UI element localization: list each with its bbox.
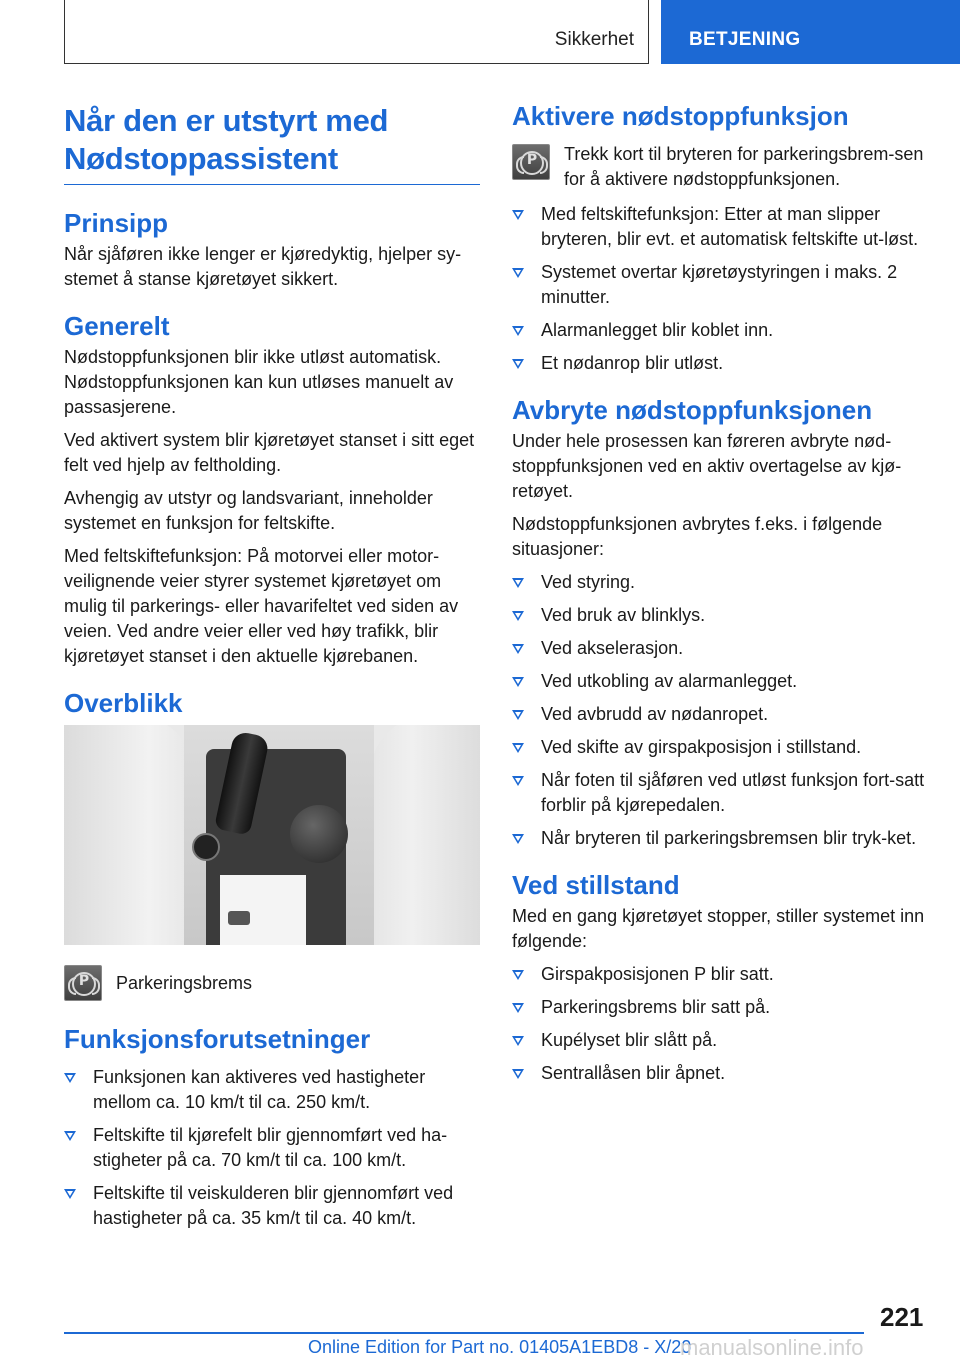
page-title-line1: Når den er utstyrt med bbox=[64, 103, 389, 138]
triangle-bullet-icon bbox=[512, 359, 524, 369]
triangle-bullet-icon bbox=[512, 611, 524, 621]
triangle-bullet-icon bbox=[512, 1036, 524, 1046]
list-item: Girspakposisjonen P blir satt. bbox=[512, 962, 928, 987]
triangle-bullet-icon bbox=[512, 210, 524, 220]
list-item: Feltskifte til kjørefelt blir gjennomført ved ha-stigheter på ca. 70 km/t til ca. 100 km/t. bbox=[64, 1123, 480, 1173]
section-funksjonsforutsetninger bbox=[64, 1023, 480, 1231]
heading-overblikk: Overblikk bbox=[64, 688, 183, 718]
triangle-bullet-icon bbox=[512, 1069, 524, 1079]
list-item: Ved avbrudd av nødanropet. bbox=[512, 702, 928, 727]
list-item: Når foten til sjåføren ved utløst funksjon fort-satt forblir på kjørepedalen. bbox=[512, 768, 928, 818]
parking-brake-switch bbox=[228, 911, 250, 925]
caption-text: Parkeringsbrems bbox=[116, 973, 253, 993]
page-header bbox=[0, 0, 960, 66]
parking-brake-icon: P bbox=[512, 144, 550, 180]
triangle-bullet-icon bbox=[512, 578, 524, 588]
section-avbryte bbox=[512, 394, 928, 851]
activate-instruction bbox=[512, 142, 928, 192]
heading-funksjonsforutsetninger: Funksjonsforutsetninger bbox=[64, 1024, 371, 1054]
list-item: Med feltskiftefunksjon: Etter at man slipper bryteren, blir evt. et automatisk feltskifte ut-løst. bbox=[512, 202, 928, 252]
page-title-line2: Nødstoppassistent bbox=[64, 141, 338, 176]
watermark: manualsonline.info bbox=[680, 1335, 864, 1360]
heading-aktivere: Aktivere nødstoppfunksjon bbox=[512, 101, 849, 131]
text-prinsipp: Når sjåføren ikke lenger er kjøredyktig, hjelper sy-stemet å stanse kjøretøyet sikkert. bbox=[64, 244, 462, 289]
triangle-bullet-icon bbox=[512, 776, 524, 786]
triangle-bullet-icon bbox=[512, 834, 524, 844]
list-stillstand bbox=[512, 962, 928, 1086]
caption-parkeringsbrems bbox=[64, 963, 480, 1005]
paragraph: Under hele prosessen kan føreren avbryte nød-stoppfunksjonen ved en aktiv overtagelse av kjø-retøyet. bbox=[512, 431, 902, 501]
activate-text: Trekk kort til bryteren for parkeringsbrem-sen for å aktivere nødstoppfunksjonen. bbox=[564, 144, 924, 189]
list-item: Ved bruk av blinklys. bbox=[512, 603, 928, 628]
triangle-bullet-icon bbox=[512, 677, 524, 687]
triangle-bullet-icon bbox=[64, 1189, 76, 1199]
list-item: Kupélyset blir slått på. bbox=[512, 1028, 928, 1053]
section-overblikk bbox=[64, 687, 480, 1005]
header-section-box bbox=[64, 0, 649, 64]
list-item: Sentrallåsen blir åpnet. bbox=[512, 1061, 928, 1086]
triangle-bullet-icon bbox=[64, 1131, 76, 1141]
list-item: Et nødanrop blir utløst. bbox=[512, 351, 928, 376]
start-stop-button bbox=[192, 833, 220, 861]
header-chapter-tab bbox=[661, 0, 960, 64]
paragraph: Med en gang kjøretøyet stopper, stiller systemet inn følgende: bbox=[512, 906, 925, 951]
section-generelt bbox=[64, 310, 480, 669]
list-item: Ved utkobling av alarmanlegget. bbox=[512, 669, 928, 694]
footer-edition: Online Edition for Part no. 01405A1EBD8 - X/20 bbox=[308, 1337, 692, 1357]
paragraph: Nødstoppfunksjonen avbrytes f.eks. i følgende situasjoner: bbox=[512, 514, 883, 559]
paragraph: Ved aktivert system blir kjøretøyet stanset i sitt eget felt ved hjelp av feltholding. bbox=[64, 430, 475, 475]
footer-divider bbox=[64, 1332, 864, 1334]
heading-generelt: Generelt bbox=[64, 311, 170, 341]
list-item: Ved skifte av girspakposisjon i stillstand. bbox=[512, 735, 928, 760]
triangle-bullet-icon bbox=[512, 1003, 524, 1013]
section-stillstand bbox=[512, 869, 928, 1086]
list-item: Ved styring. bbox=[512, 570, 928, 595]
list-item: Alarmanlegget blir koblet inn. bbox=[512, 318, 928, 343]
controller-knob bbox=[290, 805, 348, 863]
list-item: Systemet overtar kjøretøystyringen i maks. 2 minutter. bbox=[512, 260, 928, 310]
list-item: Ved akselerasjon. bbox=[512, 636, 928, 661]
center-console-image bbox=[64, 725, 480, 945]
section-aktivere bbox=[512, 100, 928, 376]
triangle-bullet-icon bbox=[512, 326, 524, 336]
triangle-bullet-icon bbox=[512, 268, 524, 278]
triangle-bullet-icon bbox=[64, 1073, 76, 1083]
triangle-bullet-icon bbox=[512, 743, 524, 753]
paragraph: Nødstoppfunksjonen blir ikke utløst automatisk. Nødstoppfunksjonen kan kun utløses manuelt av passasjerene. bbox=[64, 347, 454, 417]
section-prinsipp bbox=[64, 207, 480, 292]
heading-avbryte: Avbryte nødstoppfunksjonen bbox=[512, 395, 873, 425]
list-avbryte bbox=[512, 570, 928, 851]
parking-brake-icon: P bbox=[64, 965, 102, 1001]
triangle-bullet-icon bbox=[512, 710, 524, 720]
left-column bbox=[64, 102, 480, 1249]
list-item: Når bryteren til parkeringsbremsen blir tryk-ket. bbox=[512, 826, 928, 851]
triangle-bullet-icon bbox=[512, 644, 524, 654]
heading-prinsipp: Prinsipp bbox=[64, 208, 169, 238]
paragraph: Avhengig av utstyr og landsvariant, inneholder systemet en funksjon for feltskifte. bbox=[64, 488, 433, 533]
paragraph: Med feltskiftefunksjon: På motorvei eller motor-veilignende veier styrer systemet kjøretøyet om mulig til parkerings- eller havarifeltet ved siden av veien. Ved andre veier eller ved høy trafikk, blir kjøretøyet stanset i den aktuelle kjørebanen. bbox=[64, 546, 459, 666]
list-item: Feltskifte til veiskulderen blir gjennomført ved hastigheter på ca. 35 km/t til ca. 40 km/t. bbox=[64, 1181, 480, 1231]
right-column bbox=[512, 100, 928, 1104]
list-aktivere bbox=[512, 202, 928, 376]
header-section-label: Sikkerhet bbox=[554, 29, 634, 50]
list-item: Parkeringsbrems blir satt på. bbox=[512, 995, 928, 1020]
triangle-bullet-icon bbox=[512, 970, 524, 980]
header-chapter-label: BETJENING bbox=[689, 29, 801, 50]
heading-stillstand: Ved stillstand bbox=[512, 870, 680, 900]
list-forutsetninger bbox=[64, 1065, 480, 1231]
page-number: 221 bbox=[880, 1302, 924, 1332]
page-title bbox=[64, 102, 480, 185]
list-item: Funksjonen kan aktiveres ved hastigheter mellom ca. 10 km/t til ca. 250 km/t. bbox=[64, 1065, 480, 1115]
